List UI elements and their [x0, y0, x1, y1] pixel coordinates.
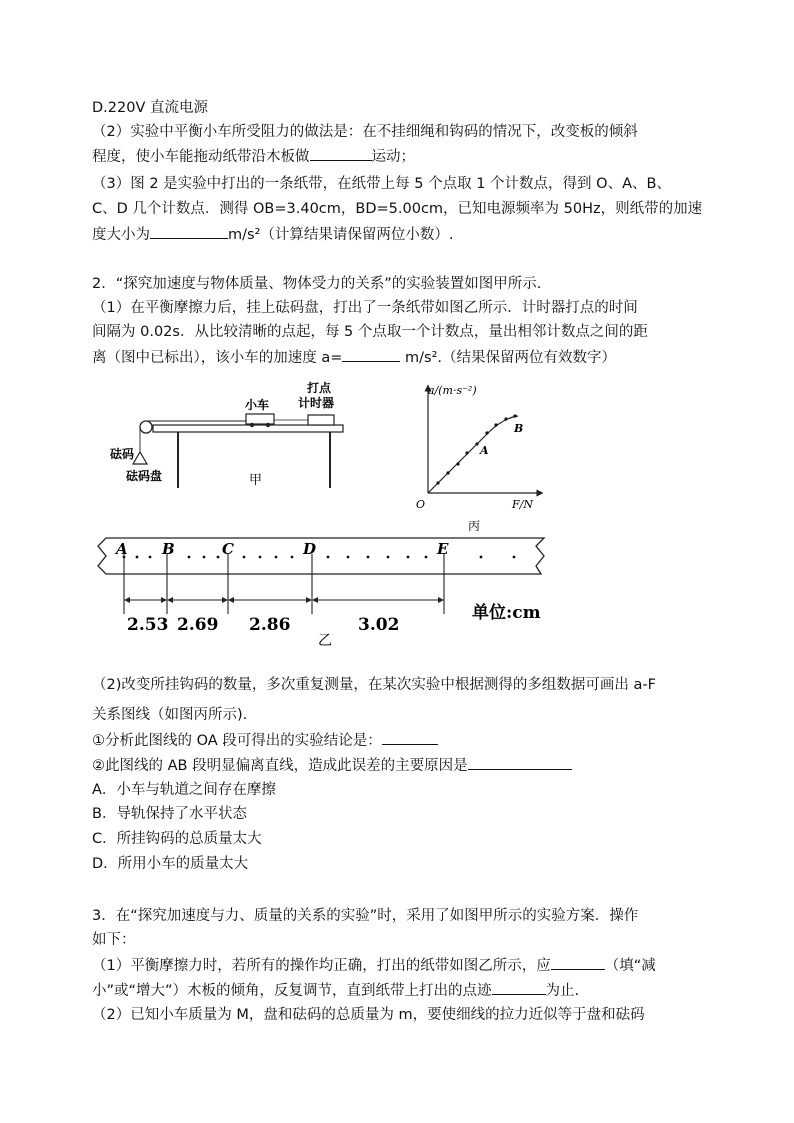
cart-wheel: [266, 423, 270, 427]
data-point: [456, 462, 459, 465]
q1-part3-line2: C、D 几个计数点．测得 OB=3.40cm，BD=5.00cm，已知电源频率为 50Hz，则纸带的加速: [92, 201, 703, 217]
option-a: A．小车与轨道之间存在摩擦: [92, 782, 276, 798]
distance-ab: 2.53: [127, 615, 169, 635]
q2-part2-line2: 关系图线（如图丙所示).: [92, 707, 248, 723]
q3-part1-b-text-pre: 小”或“增大”）木板的倾角，反复调节，直到纸带上打出的点迹: [92, 983, 492, 999]
q2-part2-q1: [92, 730, 438, 751]
timer-label-2: 计时器: [298, 396, 335, 410]
tape-point-a: A: [116, 540, 128, 558]
answer-blank[interactable]: [382, 730, 438, 745]
figure-caption-jia: 甲: [249, 473, 263, 488]
cart-icon: [246, 414, 274, 424]
pan-label: 砝码盘: [126, 469, 163, 483]
q1-part2-text-pre: 程度，使小车能拖动纸带沿木板做: [92, 149, 310, 165]
timer-icon: [308, 415, 334, 425]
option-d: D．所用小车的质量太大: [92, 856, 249, 872]
q2-intro: 2．“探究加速度与物体质量、物体受力的关系”的实验装置如图甲所示.: [92, 276, 542, 292]
data-point: [504, 417, 507, 420]
figure-yi-tape: [96, 530, 566, 650]
option-d-line: D.220V 直流电源: [92, 100, 208, 116]
q3-part2-line1: （2）已知小车质量为 M，盘和砝码的总质量为 m，要使细线的拉力近似等于盘和砝码: [92, 1007, 645, 1023]
figure-bing-graph: [408, 378, 548, 538]
y-axis-label: a/(m·s⁻²): [428, 384, 477, 397]
q1-part3-text-post: m/s²（计算结果请保留两位小数）.: [228, 227, 454, 243]
q2-part2-q1-text: ①分析此图线的 OA 段可得出的实验结论是：: [92, 733, 382, 749]
point-a-label: A: [480, 444, 489, 457]
tape-point-b: B: [162, 540, 175, 558]
answer-blank[interactable]: [492, 980, 546, 995]
q1-part2-text-post: 运动；: [371, 149, 415, 165]
answer-blank[interactable]: [150, 224, 228, 239]
pulley-icon: [140, 421, 152, 433]
q3-intro-line1: 3．在“探究加速度与力、质量的关系的实验”时，采用了如图甲所示的实验方案．操作: [92, 908, 639, 924]
q3-part1-text-pre: （1）平衡摩擦力时，若所有的操作均正确，打出的纸带如图乙所示，应: [92, 958, 551, 974]
q1-part3-line3: [92, 224, 454, 245]
q2-part2-line1: （2)改变所挂钩码的数量，多次重复测量，在某次实验中根据测得的多组数据可画出 a-F: [92, 677, 656, 693]
q2-part1-line1: （1）在平衡摩擦力后，挂上砝码盘，打出了一条纸带如图乙所示．计时器打点的时间: [92, 300, 638, 316]
data-points: [436, 414, 516, 484]
q2-part1-line2: 间隔为 0.02s．从比较清晰的点起，每 5 个点取一个计数点，量出相邻计数点之间的距: [92, 324, 648, 340]
data-point: [436, 481, 439, 484]
figure-jia-apparatus: [108, 380, 358, 510]
figure-caption-bing: 丙: [468, 519, 481, 533]
answer-blank[interactable]: [551, 955, 605, 970]
option-b: B．导轨保持了水平状态: [92, 806, 247, 822]
weight-pan-icon: [133, 452, 147, 464]
unit-label: 单位:cm: [472, 603, 541, 623]
q1-part3-text-pre: 度大小为: [92, 227, 150, 243]
figure-caption-yi: 乙: [318, 633, 332, 649]
data-point: [513, 414, 516, 417]
distance-bc: 2.69: [177, 615, 219, 635]
point-b-label: B: [514, 422, 524, 435]
option-c: C．所挂钩码的总质量太大: [92, 831, 262, 847]
q1-part2-line2: [92, 146, 415, 167]
q2-part2-q2: [92, 755, 572, 776]
answer-blank[interactable]: [468, 755, 572, 770]
q2-part1-text-post: m/s².（结果保留两位有效数字）: [400, 350, 617, 366]
cart-wheel: [250, 423, 254, 427]
data-point: [465, 451, 468, 454]
q1-part2-line1: （2）实验中平衡小车所受阻力的做法是：在不挂细绳和钩码的情况下，改变板的倾斜: [92, 124, 638, 140]
cart-label: 小车: [245, 398, 270, 412]
tape-point-d: D: [303, 540, 317, 558]
data-point: [485, 431, 488, 434]
tape-point-e: E: [437, 540, 449, 558]
af-curve: [428, 416, 518, 493]
data-point: [475, 442, 478, 445]
table-board: [153, 425, 343, 432]
q2-part1-text-pre: 离（图中已标出），该小车的加速度 a=: [92, 350, 343, 366]
answer-blank[interactable]: [342, 347, 400, 362]
distance-cd: 2.86: [249, 615, 291, 635]
origin-label: O: [416, 498, 426, 511]
q3-part1-line1: [92, 955, 656, 976]
timer-label-1: 打点: [307, 381, 332, 395]
distance-de: 3.02: [358, 615, 400, 635]
q3-intro-line2: 如下：: [92, 932, 136, 948]
x-axis-label: F/N: [512, 498, 533, 511]
q3-part1-line2: [92, 980, 579, 1001]
q3-part1-b-text-post: 为止.: [545, 983, 580, 999]
data-point: [494, 423, 497, 426]
q2-part2-q2-text: ②此图线的 AB 段明显偏离直线，造成此误差的主要原因是: [92, 758, 468, 774]
q3-part1-text-post: （填“减: [604, 958, 656, 974]
tape-point-c: C: [222, 540, 234, 558]
q2-part1-line3: [92, 347, 616, 368]
answer-blank[interactable]: [310, 146, 372, 161]
q1-part3-line1: （3）图 2 是实验中打出的一条纸带，在纸带上每 5 个点取 1 个计数点，得到 O、A、B、: [92, 176, 671, 192]
data-point: [446, 471, 449, 474]
weight-label: 砝码: [110, 447, 135, 461]
